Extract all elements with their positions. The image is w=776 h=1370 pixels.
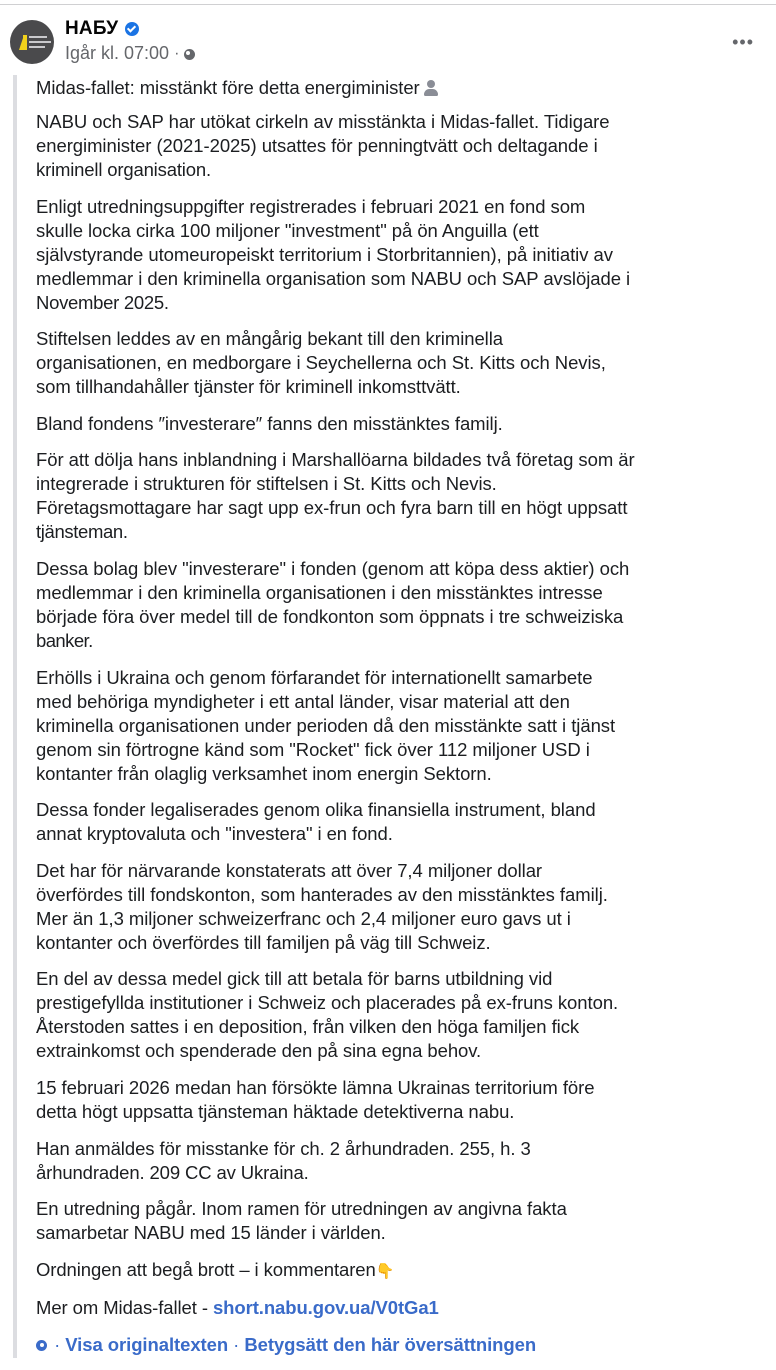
paragraph-line: extrainkomst och spenderade den på sina egna behov. [36, 1040, 482, 1062]
post-paragraph [36, 110, 772, 182]
comment-hint-text: Ordningen att begå brott – i kommentaren [36, 1258, 376, 1280]
paragraph-line: med behöriga myndigheter i ett antal länder, visar material att den [36, 690, 570, 712]
author-name[interactable]: НАБУ [65, 18, 119, 39]
paragraph-line: Han anmäldes för misstanke för ch. 2 århundraden. 255, h. 3 [36, 1137, 531, 1159]
paragraph-line: Mer än 1,3 miljoner schweizerfranc och 2,4 miljoner euro gavs ut i [36, 907, 571, 929]
paragraph-line: medlemmar i den kriminella organisation som NABU och SAP avslöjade i [36, 267, 631, 289]
rate-translation-link[interactable]: Betygsätt den här översättningen [244, 1333, 537, 1355]
post-paragraph [36, 967, 772, 1063]
paragraph-line: kontanter och överfördes till familjen på väg till Schweiz. [36, 931, 491, 953]
post-paragraph [36, 1076, 772, 1124]
paragraph-line: samarbetar NABU med 15 länder i världen. [36, 1222, 386, 1244]
post-paragraph [36, 327, 772, 399]
meta-separator: · [174, 44, 180, 62]
title-text: Midas-fallet: misstänkt före detta energiminister [36, 77, 420, 98]
paragraph-line: tjänsteman. [36, 521, 128, 543]
paragraph-line: banker. [36, 629, 93, 651]
paragraph-line: integrerade i strukturen för stiftelsen i St. Kitts och Nevis. [36, 473, 497, 495]
paragraph-line: Det har för närvarande konstaterats att över 7,4 miljoner dollar [36, 859, 543, 881]
translation-separator: · [54, 1333, 61, 1355]
post-paragraphs [36, 110, 772, 1245]
translation-separator: · [233, 1333, 240, 1355]
paragraph-line: kriminell organisation. [36, 159, 211, 180]
post-paragraph [36, 448, 772, 544]
more-info-prefix: Mer om Midas-fallet - [36, 1297, 213, 1319]
paragraph-line: skulle locka cirka 100 miljoner "investment" på ön Anguilla (ett [36, 219, 539, 241]
settings-gear-icon[interactable] [36, 1340, 47, 1351]
paragraph-line: detta högt uppsatta tjänsteman häktade detektiverna nabu. [36, 1100, 515, 1122]
post-paragraph [36, 1137, 772, 1185]
translation-line [36, 1333, 772, 1357]
paragraph-line: århundraden. 209 CC av Ukraina. [36, 1161, 309, 1183]
title-line [36, 76, 772, 100]
paragraph-line: Bland fondens ″investerare″ fanns den misstänktes familj. [36, 412, 503, 434]
paragraph-line: organisationen, en medborgare i Seychellerna och St. Kitts och Nevis, [36, 352, 606, 374]
post-paragraph [36, 557, 772, 653]
pointing-down-icon: 👇 [375, 1262, 395, 1280]
paragraph-line: kriminella organisationen under perioden då den misstänkte satt i tjänst [36, 714, 616, 736]
more-options-button[interactable]: ••• [732, 32, 754, 52]
paragraph-line: November 2025. [36, 291, 169, 313]
post-paragraph [36, 798, 772, 846]
post-timestamp[interactable]: Igår kl. 07:00 [65, 43, 170, 63]
paragraph-line: Återstoden sattes i en deposition, från vilken den höga familjen fick [36, 1016, 580, 1038]
globe-icon[interactable] [184, 49, 195, 60]
avatar-logo-text-line [29, 46, 45, 48]
paragraph-line: Dessa bolag blev "investerare" i fonden (genom att köpa dess aktier) och [36, 557, 630, 579]
avatar-logo-text-line [29, 41, 51, 43]
comment-hint-line [36, 1258, 772, 1284]
paragraph-line: En utredning pågår. Inom ramen för utredningen av angivna fakta [36, 1198, 567, 1220]
post-header [8, 18, 768, 70]
paragraph-line: annat kryptovaluta och "investera" i en fond. [36, 823, 393, 845]
author-row [65, 18, 139, 40]
paragraph-line: Enligt utredningsuppgifter registrerades i februari 2021 en fond som [36, 195, 586, 217]
post-paragraph [36, 1197, 772, 1245]
post-paragraph [36, 666, 772, 786]
paragraph-line: som tillhandahåller tjänster för kriminell inkomsttvätt. [36, 376, 461, 398]
paragraph-line: energiminister (2021-2025) utsattes för penningtvätt och deltagande i [36, 135, 598, 156]
paragraph-line: För att dölja hans inblandning i Marshallöarna bildades två företag som är [36, 449, 635, 471]
paragraph-line: Stiftelsen leddes av en mångårig bekant till den kriminella [36, 328, 503, 350]
post-paragraph [36, 859, 772, 955]
paragraph-line: Erhölls i Ukraina och genom förfarandet för internationellt samarbete [36, 666, 593, 688]
more-info-paragraph [36, 1296, 772, 1320]
translation-actions [36, 1333, 772, 1357]
paragraph-line: NABU och SAP har utökat cirkeln av misstänkta i Midas-fallet. Tidigare [36, 111, 610, 132]
post-title [36, 76, 772, 100]
paragraph-line: Företagsmottagare har sagt upp ex-frun och fyra barn till en högt uppsatt [36, 497, 628, 519]
post-paragraph [36, 195, 772, 315]
person-silhouette-icon [424, 80, 438, 96]
avatar-logo-text-line [29, 36, 47, 38]
top-divider [0, 4, 776, 5]
paragraph-line: självstyrande utomeuropeiskt territorium i Storbritannien), på initiativ av [36, 243, 613, 265]
paragraph-line: medlemmar i den kriminella organisationen i den misstänktes intresse [36, 581, 603, 603]
author-avatar[interactable] [10, 20, 54, 64]
paragraph-line: genom sin förtrogne känd som "Rocket" fick över 112 miljoner USD i [36, 738, 590, 760]
avatar-logo-bar [23, 35, 27, 50]
translation-quote-bar [13, 75, 17, 1358]
paragraph-line: överfördes till fondskonton, som hanterades av den misstänktes familj. [36, 883, 608, 905]
post-meta [65, 43, 195, 64]
paragraph-line: började föra över medel till de fondkonton som öppnats i tre schweiziska [36, 605, 624, 627]
more-info-link[interactable]: short.nabu.gov.ua/V0tGa1 [212, 1297, 439, 1319]
post-paragraph [36, 412, 772, 436]
post-body [36, 76, 772, 1370]
paragraph-line: prestigefyllda institutioner i Schweiz och placerades på ex-fruns konton. [36, 992, 619, 1014]
verified-badge-icon [125, 22, 139, 36]
more-info-line [36, 1296, 772, 1320]
paragraph-line: kontanter från olaglig verksamhet inom energin Sektorn. [36, 762, 492, 784]
paragraph-line: Dessa fonder legaliserades genom olika finansiella instrument, bland [36, 799, 596, 821]
comment-hint-paragraph [36, 1258, 772, 1284]
paragraph-line: En del av dessa medel gick till att betala för barns utbildning vid [36, 968, 553, 990]
paragraph-line: 15 februari 2026 medan han försökte lämna Ukrainas territorium före [36, 1076, 595, 1098]
show-original-link[interactable]: Visa originaltexten [65, 1333, 229, 1355]
